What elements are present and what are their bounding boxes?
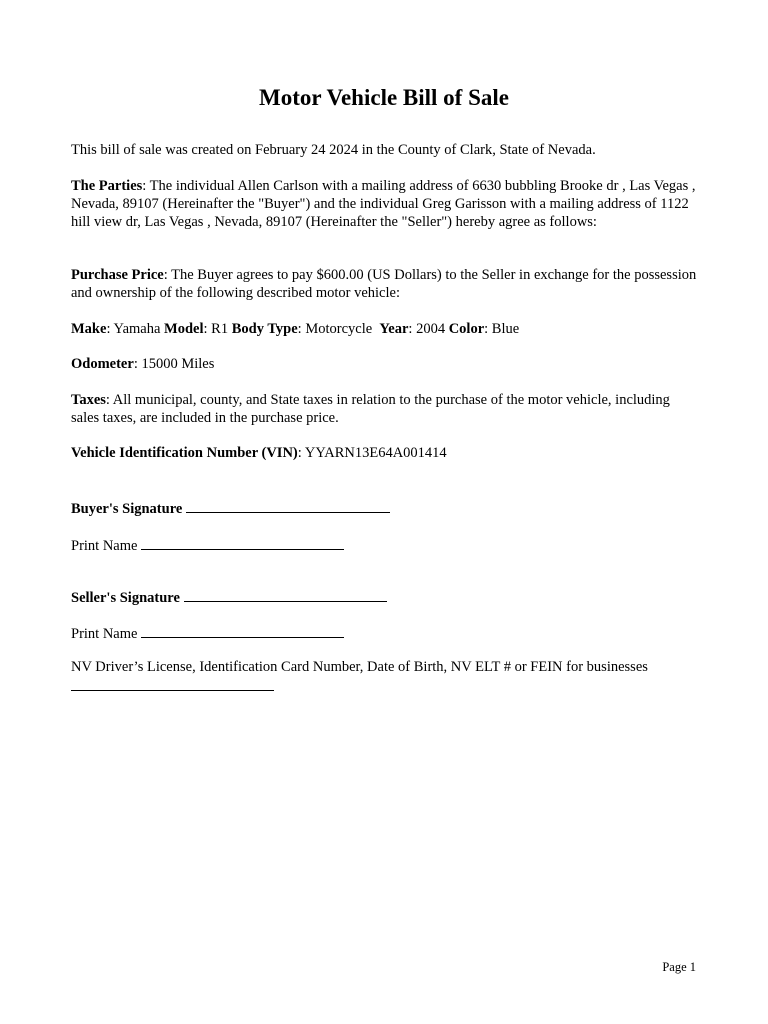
buyer-print-name-label: Print Name [71, 538, 138, 554]
seller-signature-line [71, 587, 697, 607]
make-value: : Yamaha [106, 321, 165, 337]
taxes-paragraph [71, 391, 697, 427]
buyer-print-name-field[interactable] [141, 535, 344, 550]
vehicle-details [71, 320, 697, 338]
year-value: : 2004 [408, 321, 449, 337]
vin-label: Vehicle Identification Number (VIN) [71, 445, 298, 461]
seller-signature-field[interactable] [184, 587, 387, 602]
page-number: Page 1 [662, 960, 696, 974]
seller-signature-label: Seller's Signature [71, 590, 180, 606]
body-type-label: Body Type [231, 321, 298, 337]
seller-print-name-label: Print Name [71, 626, 138, 642]
vin-value: : YYARN13E64A001414 [297, 445, 447, 461]
odometer-value: : 15000 Miles [133, 356, 215, 372]
parties-paragraph [71, 177, 697, 231]
purchase-price-paragraph [71, 266, 697, 302]
license-paragraph [71, 658, 697, 676]
odometer-label: Odometer [71, 356, 134, 372]
taxes-text: : All municipal, county, and State taxes in relation to the purchase of the motor vehicle, including sales taxes, are included in the purchase price. [71, 392, 670, 426]
model-label: Model [164, 321, 204, 337]
buyer-print-name-line [71, 535, 697, 555]
taxes-label: Taxes [71, 392, 106, 408]
model-value: : R1 [203, 321, 232, 337]
vin-paragraph [71, 444, 697, 462]
parties-text: : The individual Allen Carlson with a mailing address of 6630 bubbling Brooke dr , Las Vegas , Nevada, 89107 (Hereinafter the "Buyer") and the individual Greg Garisson with a mailing address of 1122 hill view dr, Las Vegas , Nevada, 89107 (Hereinafter the "Seller") hereby agree as follows: [71, 178, 696, 230]
color-label: Color [448, 321, 485, 337]
purchase-price-label: Purchase Price [71, 267, 164, 283]
buyer-signature-label: Buyer's Signature [71, 501, 183, 517]
document-title: Motor Vehicle Bill of Sale [258, 85, 509, 110]
intro-paragraph: This bill of sale was created on February 24 2024 in the County of Clark, State of Nevada. [71, 142, 596, 158]
odometer-paragraph [71, 355, 697, 373]
seller-print-name-field[interactable] [141, 623, 344, 638]
body-type-value: : Motorcycle [297, 321, 380, 337]
seller-print-name-line [71, 623, 697, 643]
license-text: NV Driver’s License, Identification Card Number, Date of Birth, NV ELT # or FEIN for businesses [71, 659, 648, 675]
purchase-price-text: : The Buyer agrees to pay $600.00 (US Dollars) to the Seller in exchange for the possession and ownership of the following described motor vehicle: [71, 267, 697, 301]
license-field[interactable] [71, 676, 274, 691]
year-label: Year [379, 321, 409, 337]
license-line-row [71, 676, 697, 696]
buyer-signature-line [71, 498, 697, 518]
buyer-signature-field[interactable] [186, 498, 390, 513]
parties-label: The Parties [71, 178, 143, 194]
make-label: Make [71, 321, 107, 337]
color-value: : Blue [484, 321, 520, 337]
